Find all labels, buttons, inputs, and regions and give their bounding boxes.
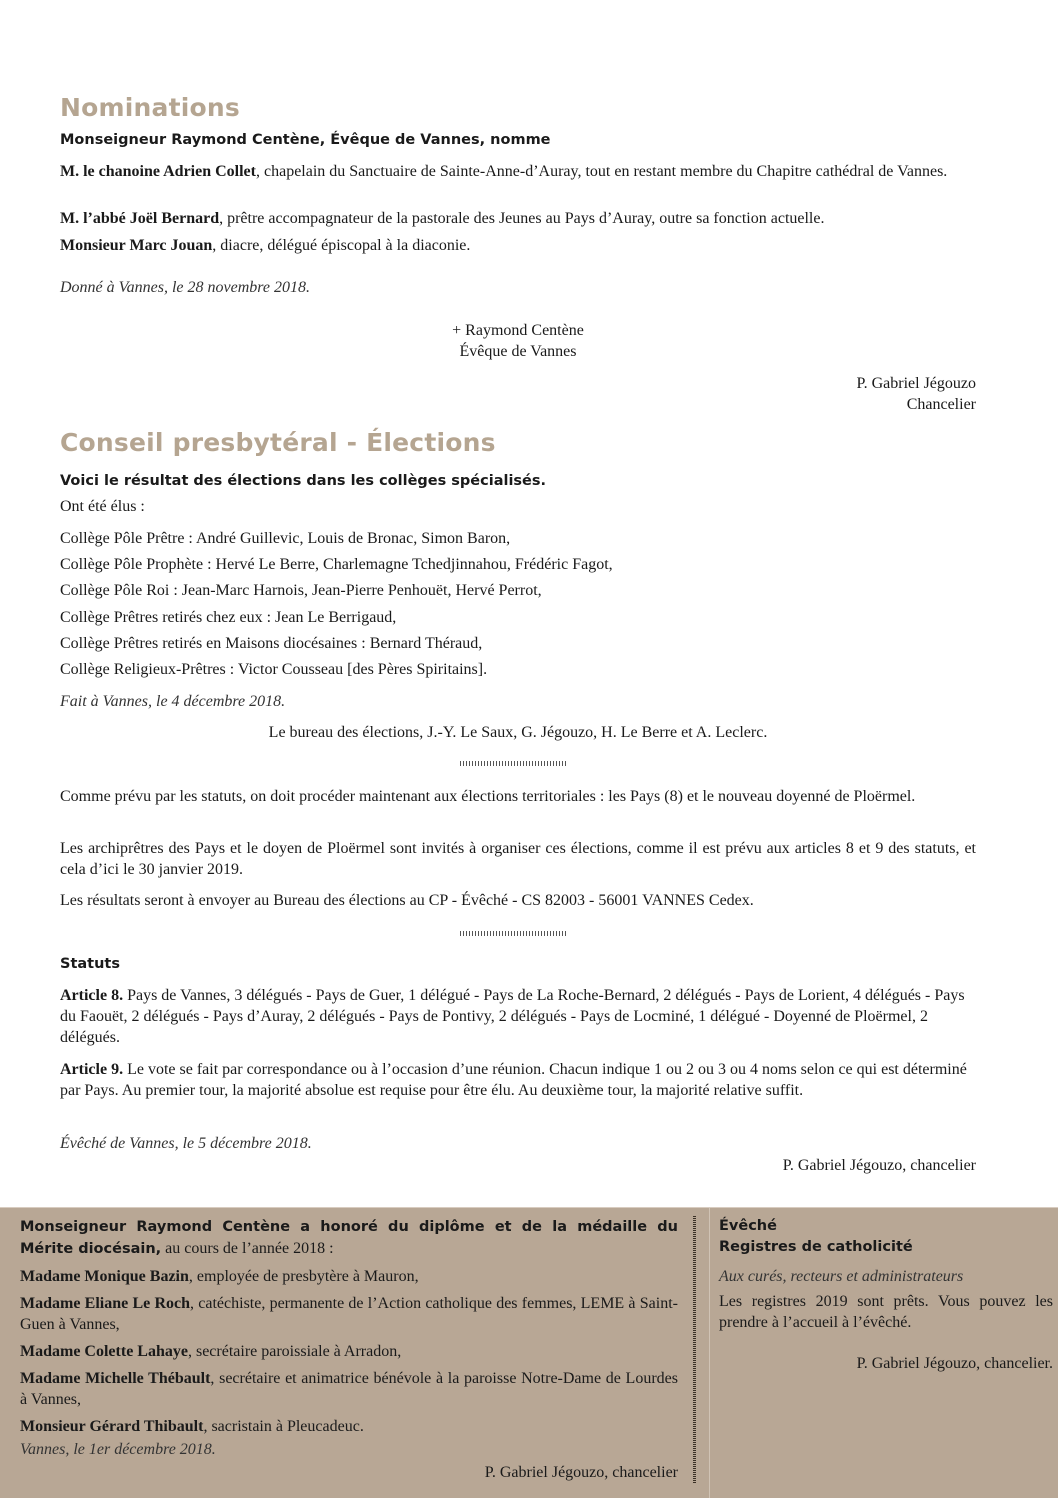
nomination-item: Monsieur Marc Jouan, diacre, délégué épiscopal à la diaconie. — [60, 237, 471, 254]
info-box — [0, 1207, 1058, 1498]
section-separator — [460, 761, 568, 766]
conseil-intro: Ont été élus : — [60, 498, 145, 515]
medal-recipient: Madame Monique Bazin, employée de presbytère à Mauron, — [20, 1268, 419, 1285]
conseil-date: Fait à Vannes, le 4 décembre 2018. — [60, 693, 286, 710]
registres-audience: Aux curés, recteurs et administrateurs — [719, 1268, 964, 1285]
registres-title-2: Registres de catholicité — [719, 1239, 913, 1255]
chancellor-signature: P. Gabriel Jégouzo — [856, 375, 976, 392]
nominee-name: M. le chanoine Adrien Collet — [60, 163, 256, 180]
bishop-signature: + Raymond Centène — [452, 322, 584, 339]
conseil-title: Conseil presbytéral - Élections — [60, 428, 496, 457]
medal-recipient: Madame Eliane Le Roch, catéchiste, permanente de l’Action catholique des femmes, LEME à Saint-Guen à Vannes, — [20, 1295, 678, 1333]
college-line: Collège Prêtres retirés chez eux : Jean Le Berrigaud, — [60, 609, 397, 626]
nomination-item: M. l’abbé Joël Bernard, prêtre accompagnateur de la pastorale des Jeunes au Pays d’Auray, outre sa fonction actuelle. — [60, 210, 825, 227]
election-bureau: Le bureau des élections, J.-Y. Le Saux, G. Jégouzo, H. Le Berre et A. Leclerc. — [268, 724, 768, 741]
chancellor-title: Chancelier — [906, 396, 976, 413]
medal-recipient: Madame Michelle Thébault, secrétaire et animatrice bénévole à la paroisse Notre-Dame de Lourdes à Vannes, — [20, 1370, 678, 1408]
nominations-date: Donné à Vannes, le 28 novembre 2018. — [60, 279, 311, 296]
conseil-subtitle: Voici le résultat des élections dans les collèges spécialisés. — [60, 473, 547, 489]
nominee-name: M. l’abbé Joël Bernard — [60, 210, 220, 227]
college-line: Collège Prêtres retirés en Maisons diocésaines : Bernard Théraud, — [60, 635, 483, 652]
conseil-paragraph: Les résultats seront à envoyer au Bureau des élections au CP - Évêché - CS 82003 - 56001 VANNES Cedex. — [60, 892, 754, 909]
registres-text: Les registres 2019 sont prêts. Vous pouvez les prendre à l’accueil à l’évêché. — [719, 1293, 1053, 1331]
medal-recipient: Monsieur Gérard Thibault, sacristain à Pleucadeuc. — [20, 1418, 364, 1435]
conseil-paragraph: Comme prévu par les statuts, on doit procéder maintenant aux élections territoriales : les Pays (8) et le nouveau doyenné de Ploërmel. — [60, 788, 916, 805]
conseil-paragraph: Les archiprêtres des Pays et le doyen de Ploërmel sont invités à organiser ces élections, comme il est prévu aux articles 8 et 9 des statuts, et cela d’ici le 30 janvier 2019. — [60, 840, 976, 878]
statuts-signature: P. Gabriel Jégouzo, chancelier — [782, 1157, 976, 1174]
nominee-name: Monsieur Marc Jouan — [60, 237, 213, 254]
medal-date: Vannes, le 1er décembre 2018. — [20, 1441, 216, 1458]
statuts-title: Statuts — [60, 956, 120, 972]
nominations-subtitle: Monseigneur Raymond Centène, Évêque de Vannes, nomme — [60, 132, 551, 148]
college-line: Collège Pôle Prophète : Hervé Le Berre, Charlemagne Tchedjinnahou, Frédéric Fagot, — [60, 556, 613, 573]
bishop-title: Évêque de Vannes — [459, 343, 577, 360]
medal-recipient: Madame Colette Lahaye, secrétaire paroissiale à Arradon, — [20, 1343, 402, 1360]
article-8: Article 8. Pays de Vannes, 3 délégués - Pays de Guer, 1 délégué - Pays de La Roche-Bernard, 2 délégués - Pays de Lorient, 4 délégués - Pays du Faouët, 2 délégués - Pays d’Auray, 2 délégués - Pays de Pontivy, 2 délégués - Pays de Locminé, 1 délégué - Doyenné de Ploërmel, 2 délégués. — [60, 987, 965, 1046]
nomination-item: M. le chanoine Adrien Collet, chapelain du Sanctuaire de Sainte-Anne-d’Auray, tout en restant membre du Chapitre cathédral de Vannes. — [60, 163, 948, 180]
column-separator — [693, 1216, 696, 1484]
registres-column — [719, 1216, 1053, 1374]
nominations-title: Nominations — [60, 93, 240, 122]
college-line: Collège Religieux-Prêtres : Victor Cousseau [des Pères Spiritains]. — [60, 661, 488, 678]
article-9: Article 9. Le vote se fait par correspondance ou à l’occasion d’une réunion. Chacun indique 1 ou 2 ou 3 ou 4 noms selon ce qui est déterminé par Pays. Au premier tour, la majorité absolue est requise pour être élu. Au deuxième tour, la majorité relative suffit. — [60, 1061, 967, 1099]
registres-signature: P. Gabriel Jégouzo, chancelier. — [856, 1355, 1053, 1372]
college-line: Collège Pôle Prêtre : André Guillevic, Louis de Bronac, Simon Baron, — [60, 530, 511, 547]
column-divider — [709, 1208, 710, 1498]
article-8-label: Article 8. — [60, 987, 124, 1004]
medal-column — [20, 1216, 678, 1483]
registres-title-1: Évêché — [719, 1218, 777, 1234]
medal-intro: Monseigneur Raymond Centène a honoré du diplôme et de la médaille du Mérite diocésain, au cours de l’année 2018 : — [20, 1219, 678, 1257]
section-separator — [460, 931, 568, 936]
article-9-label: Article 9. — [60, 1061, 124, 1078]
medal-signature: P. Gabriel Jégouzo, chancelier — [484, 1464, 678, 1481]
college-line: Collège Pôle Roi : Jean-Marc Harnois, Jean-Pierre Penhouët, Hervé Perrot, — [60, 582, 542, 599]
statuts-date: Évêché de Vannes, le 5 décembre 2018. — [60, 1135, 312, 1152]
